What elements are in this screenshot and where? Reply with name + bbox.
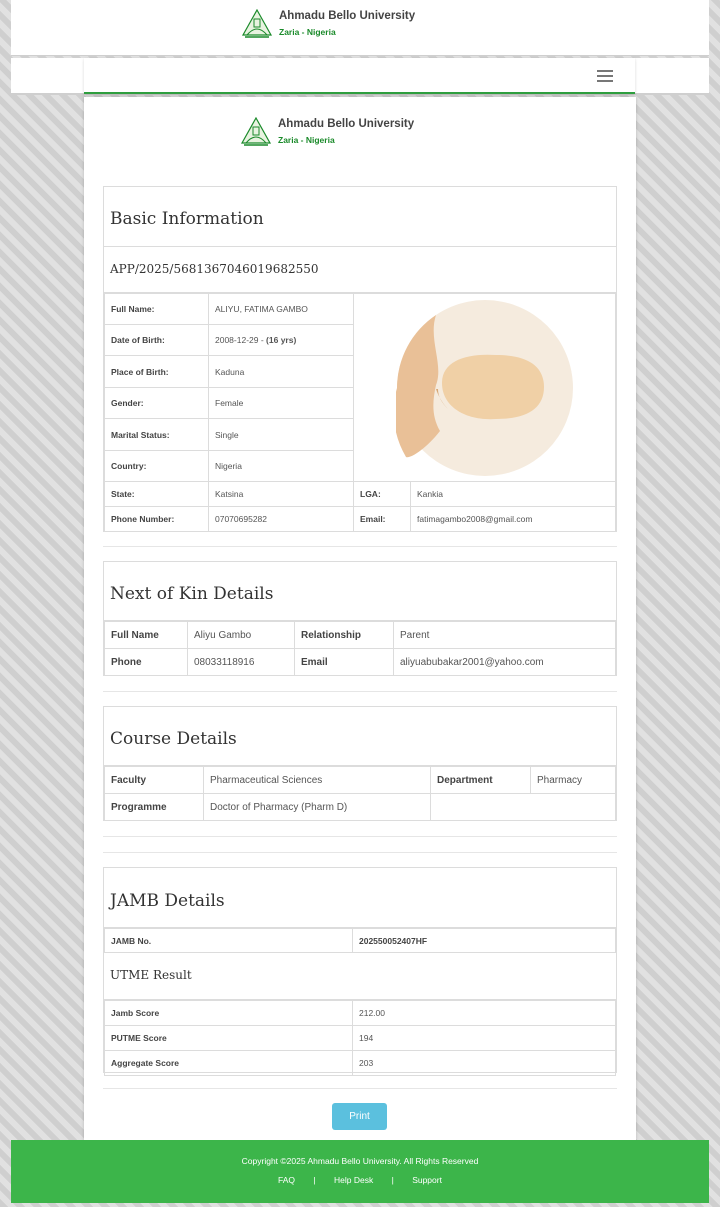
phone-label: Phone Number: — [105, 507, 209, 532]
kin-email-value: aliyuabubakar2001@yahoo.com — [394, 649, 616, 676]
university-crest-icon — [241, 9, 273, 39]
dob-value: 2008-12-29 - — [215, 335, 267, 345]
kin-name-label: Full Name — [105, 622, 188, 649]
section-divider — [103, 691, 617, 692]
content-logo — [240, 117, 414, 147]
main-content — [84, 97, 636, 1140]
course-details-table — [104, 766, 616, 821]
jamb-number-value: 202550052407HF — [353, 929, 616, 953]
faq-link[interactable]: FAQ — [278, 1175, 296, 1185]
aggregate-score-label: Aggregate Score — [105, 1051, 353, 1076]
navbar-inner — [84, 58, 635, 94]
footer-links — [11, 1175, 709, 1185]
next-of-kin-card — [103, 561, 617, 676]
jamb-details-title: JAMB Details — [110, 891, 225, 911]
university-name: Ahmadu Bello University — [278, 118, 415, 130]
section-divider — [103, 546, 617, 547]
email-value: fatimagambo2008@gmail.com — [411, 507, 616, 532]
university-name: Ahmadu Bello University — [279, 10, 416, 22]
course-details-card — [103, 706, 617, 821]
place-of-birth-label: Place of Birth: — [105, 356, 209, 388]
next-of-kin-title: Next of Kin Details — [110, 584, 274, 604]
course-details-title: Course Details — [110, 729, 237, 749]
country-label: Country: — [105, 451, 209, 482]
next-of-kin-table — [104, 621, 616, 676]
hamburger-menu-icon[interactable] — [597, 70, 613, 82]
programme-label: Programme — [105, 794, 204, 821]
print-button[interactable]: Print — [332, 1103, 387, 1130]
basic-information-title: Basic Information — [110, 209, 264, 229]
section-divider — [103, 852, 617, 853]
jamb-score-value: 212.00 — [353, 1001, 616, 1026]
department-label: Department — [431, 767, 531, 794]
basic-info-table — [104, 293, 616, 532]
putme-score-label: PUTME Score — [105, 1026, 353, 1051]
kin-phone-label: Phone — [105, 649, 188, 676]
support-link[interactable]: Support — [412, 1175, 442, 1185]
kin-email-label: Email — [295, 649, 394, 676]
basic-information-card — [103, 186, 617, 532]
country-value: Nigeria — [209, 451, 354, 482]
help-desk-link[interactable]: Help Desk — [334, 1175, 374, 1185]
jamb-score-label: Jamb Score — [105, 1001, 353, 1026]
footer-separator: | — [391, 1175, 394, 1185]
state-value: Katsina — [209, 482, 354, 507]
jamb-number-label: JAMB No. — [105, 929, 353, 953]
kin-relationship-value: Parent — [394, 622, 616, 649]
user-avatar-icon — [396, 299, 574, 477]
section-divider — [103, 836, 617, 837]
section-divider — [103, 1088, 617, 1089]
jamb-number-table — [104, 928, 616, 953]
copyright-text: Copyright ©2025 Ahmadu Bello University. All Rights Reserved — [241, 1156, 479, 1166]
university-crest-icon — [240, 117, 272, 147]
programme-value: Doctor of Pharmacy (Pharm D) — [204, 794, 431, 821]
kin-phone-value: 08033118916 — [188, 649, 295, 676]
gender-value: Female — [209, 388, 354, 419]
aggregate-score-value: 203 — [353, 1051, 616, 1076]
marital-status-label: Marital Status: — [105, 419, 209, 451]
putme-score-value: 194 — [353, 1026, 616, 1051]
email-label: Email: — [354, 507, 411, 532]
lga-value: Kankia — [411, 482, 616, 507]
faculty-value: Pharmaceutical Sciences — [204, 767, 431, 794]
footer-separator: | — [313, 1175, 316, 1185]
jamb-details-card — [103, 867, 617, 1073]
phone-value: 07070695282 — [209, 507, 354, 532]
passport-photo — [354, 294, 616, 482]
utme-result-title: UTME Result — [110, 968, 192, 982]
department-value: Pharmacy — [531, 767, 616, 794]
full-name-label: Full Name: — [105, 294, 209, 325]
dob-cell — [209, 325, 354, 356]
place-of-birth-value: Kaduna — [209, 356, 354, 388]
full-name-value: ALIYU, FATIMA GAMBO — [209, 294, 354, 325]
marital-status-value: Single — [209, 419, 354, 451]
application-number: APP/2025/5681367046019682550 — [110, 262, 319, 276]
dob-label: Date of Birth: — [105, 325, 209, 356]
age-value: (16 yrs) — [266, 335, 297, 345]
gender-label: Gender: — [105, 388, 209, 419]
faculty-label: Faculty — [105, 767, 204, 794]
kin-relationship-label: Relationship — [295, 622, 394, 649]
state-label: State: — [105, 482, 209, 507]
lga-label: LGA: — [354, 482, 411, 507]
university-location: Zaria - Nigeria — [279, 27, 336, 37]
navigation-bar — [11, 58, 709, 95]
site-footer — [11, 1140, 709, 1203]
utme-result-table — [104, 1000, 616, 1076]
kin-name-value: Aliyu Gambo — [188, 622, 295, 649]
university-location: Zaria - Nigeria — [278, 135, 335, 145]
header-logo[interactable] — [241, 9, 415, 39]
site-header — [11, 0, 709, 56]
